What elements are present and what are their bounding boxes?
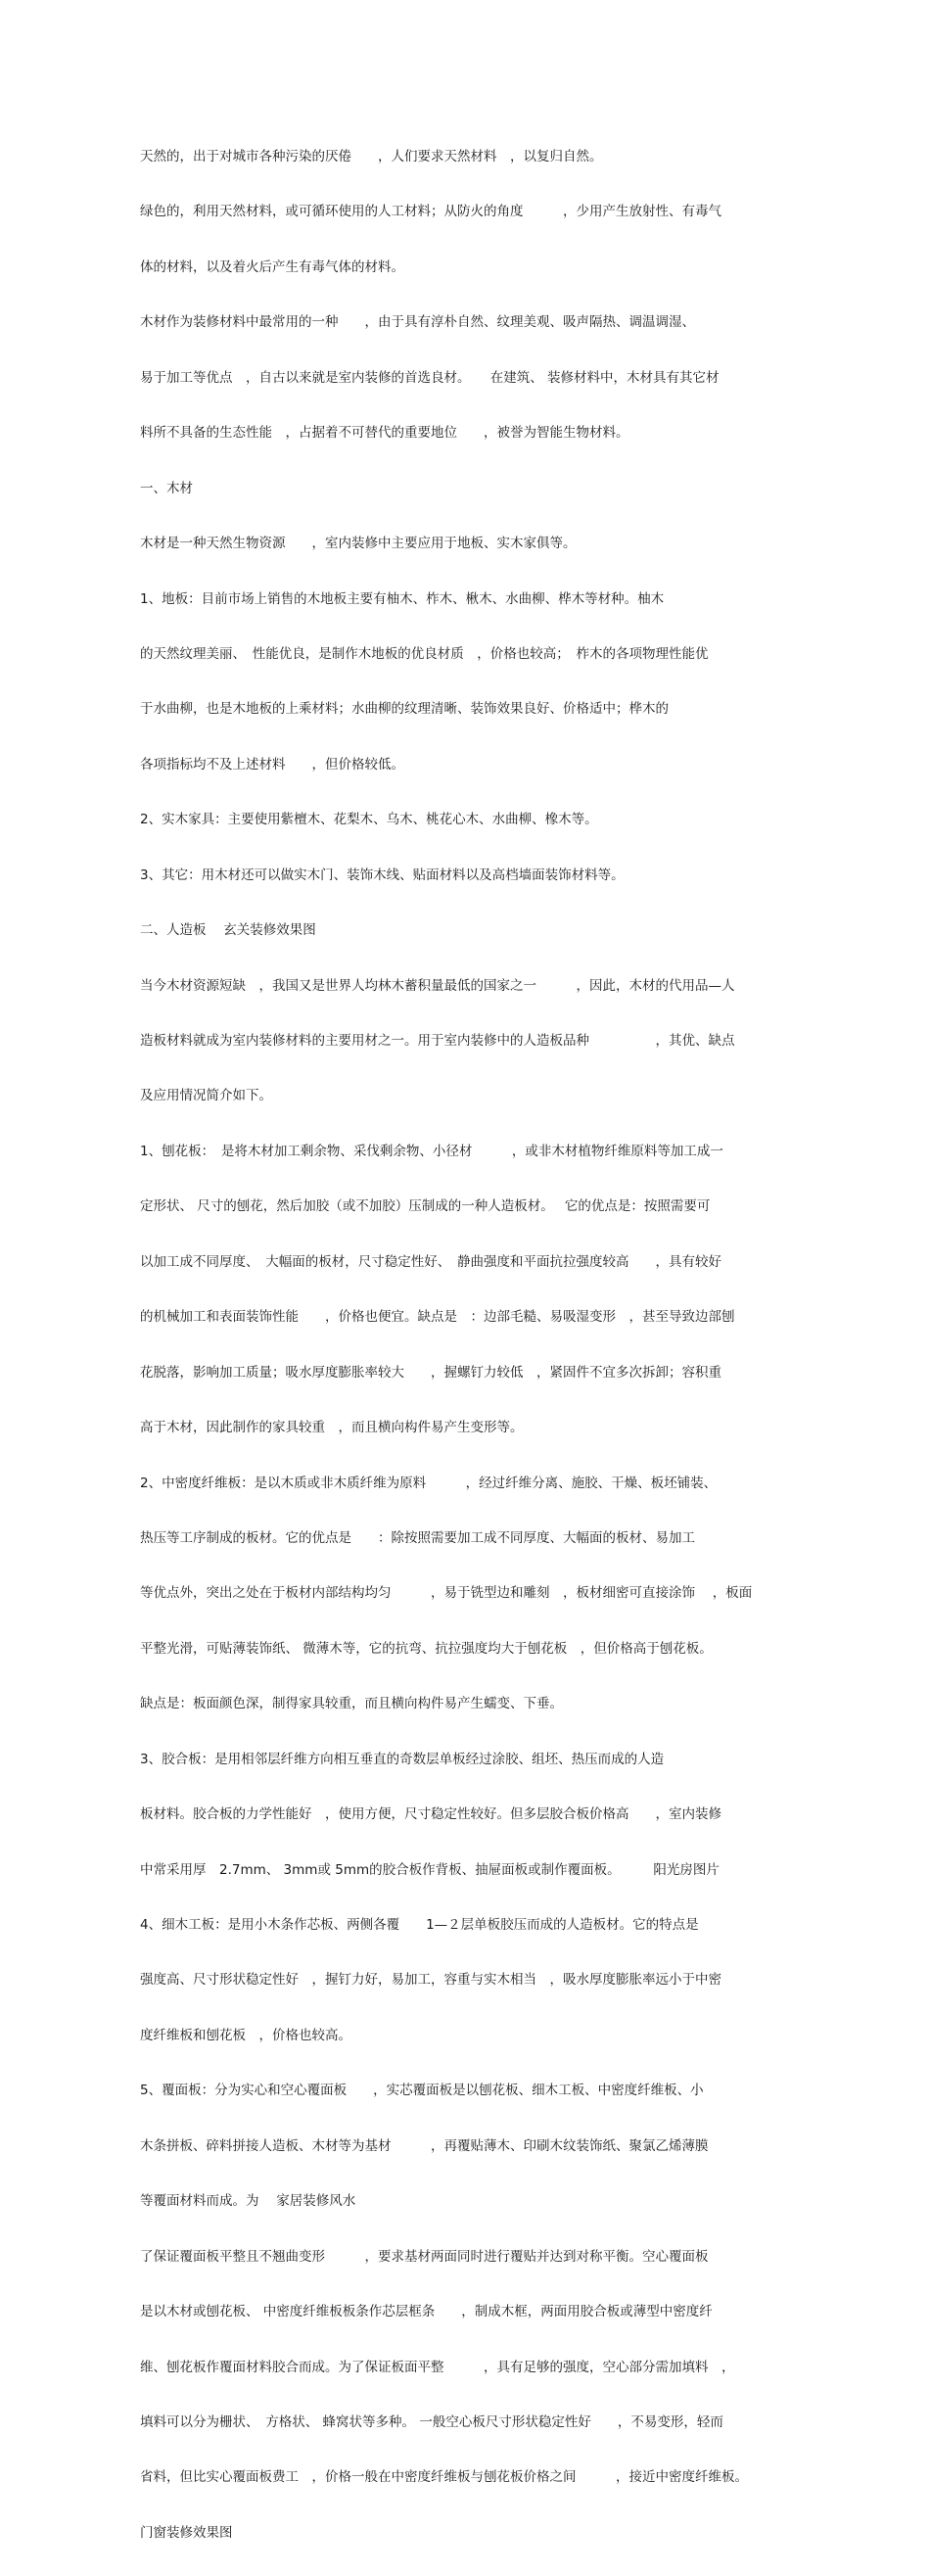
text-line: 2、中密度纤维板：是以木质或非木质纤维为原料 ，经过纤维分离、施胶、干燥、板坯铺装、 bbox=[140, 1475, 718, 1491]
text-line: 缺点是：板面颜色深，制得家具较重，而且横向构件易产生蠕变、下垂。 bbox=[140, 1696, 563, 1712]
text-line: 等优点外，突出之处在于板材内部结构均匀 ，易于铣型边和雕刻 ，板材细密可直接涂饰 ，板面 bbox=[140, 1585, 753, 1602]
text-line: 于水曲柳，也是木地板的上乘材料；水曲柳的纹理清晰、装饰效果良好、价格适中；桦木的 bbox=[140, 701, 669, 718]
document-body bbox=[140, 114, 796, 2576]
text-line: 体的材料，以及着火后产生有毒气体的材料。 bbox=[140, 258, 404, 275]
text-line: 以加工成不同厚度、 大幅面的板材，尺寸稳定性好、 静曲强度和平面抗拉强度较高 ，具有较好 bbox=[140, 1253, 721, 1270]
text-line: 板材料。胶合板的力学性能好 ，使用方便，尺寸稳定性较好。但多层胶合板价格高 ，室内装修 bbox=[140, 1806, 721, 1823]
text-line: 3、胶合板：是用相邻层纤维方向相互垂直的奇数层单板经过涂胶、组坯、热压而成的人造 bbox=[140, 1751, 665, 1767]
text-line: 了保证覆面板平整且不翘曲变形 ，要求基材两面同时进行覆贴并达到对称平衡。空心覆面板 bbox=[140, 2248, 709, 2265]
text-line: 维、刨花板作覆面材料胶合而成。为了保证板面平整 ，具有足够的强度，空心部分需加填料 ， bbox=[140, 2359, 735, 2375]
text-line: 门窗装修效果图 bbox=[140, 2524, 233, 2541]
text-line: 定形状、 尺寸的刨花，然后加胶（或不加胶）压制成的一种人造板材。 它的优点是：按照需要可 bbox=[140, 1198, 711, 1215]
text-line: 的天然纹理美丽、 性能优良，是制作木地板的优良材质 ，价格也较高； 柞木的各项物理性能优 bbox=[140, 645, 709, 662]
text-line: 及应用情况简介如下。 bbox=[140, 1088, 272, 1104]
text-line: 4、细木工板：是用小木条作芯板、两侧各覆 1—２层单板胶压而成的人造板材。它的特点是 bbox=[140, 1917, 699, 1933]
text-line: 木材作为装修材料中最常用的一种 ，由于具有淳朴自然、纹理美观、吸声隔热、调温调湿、 bbox=[140, 314, 695, 331]
text-line: 绿色的，利用天然材料，或可循环使用的人工材料；从防火的角度 ，少用产生放射性、有毒气 bbox=[140, 204, 721, 220]
text-line: 平整光滑，可贴薄装饰纸、 微薄木等，它的抗弯、抗拉强度均大于刨花板 ，但价格高于刨花板。 bbox=[140, 1640, 713, 1657]
text-line: 各项指标均不及上述材料 ，但价格较低。 bbox=[140, 756, 404, 773]
text-line: 2、实木家具：主要使用紫檀木、花梨木、乌木、桃花心木、水曲柳、橡木等。 bbox=[140, 812, 598, 828]
text-line: 中常采用厚 2.7mm、 3mm或 5mm的胶合板作背板、抽屉面板或制作覆面板。 阳光房图片 bbox=[140, 1861, 720, 1878]
section-heading: 一、木材 bbox=[140, 480, 193, 496]
text-line: 造板材料就成为室内装修材料的主要用材之一。用于室内装修中的人造板品种 ，其优、缺点 bbox=[140, 1033, 735, 1049]
text-line: 强度高、尺寸形状稳定性好 ，握钉力好，易加工，容重与实木相当 ，吸水厚度膨胀率远小于中密 bbox=[140, 1972, 721, 1989]
text-line: 是以木材或刨花板、 中密度纤维板板条作芯层框条 ，制成木框，两面用胶合板或薄型中密度纤 bbox=[140, 2304, 713, 2320]
text-line: 料所不具备的生态性能 ，占据着不可替代的重要地位 ，被誉为智能生物材料。 bbox=[140, 425, 629, 442]
text-line: 木条拼板、碎料拼接人造板、木材等为基材 ，再覆贴薄木、印刷木纹装饰纸、聚氯乙烯薄膜 bbox=[140, 2137, 709, 2154]
text-line: 等覆面材料而成。为 家居装修风水 bbox=[140, 2193, 356, 2210]
text-line: 度纤维板和刨花板 ，价格也较高。 bbox=[140, 2027, 351, 2043]
text-line: 高于木材，因此制作的家具较重 ，而且横向构件易产生变形等。 bbox=[140, 1420, 524, 1436]
text-line: 省料，但比实心覆面板费工 ，价格一般在中密度纤维板与刨花板价格之间 ，接近中密度纤维板。 bbox=[140, 2469, 748, 2486]
text-line: 当今木材资源短缺 ，我国又是世界人均林木蓄积量最低的国家之一 ，因此，木材的代用品—人 bbox=[140, 977, 735, 994]
text-line: 1、刨花板： 是将木材加工剩余物、采伐剩余物、小径材 ，或非木材植物纤维原料等加工成一 bbox=[140, 1143, 723, 1159]
text-line: 热压等工序制成的板材。它的优点是 ：除按照需要加工成不同厚度、大幅面的板材、易加工 bbox=[140, 1529, 695, 1546]
text-line: 花脱落，影响加工质量；吸水厚度膨胀率较大 ，握螺钉力较低 ，紧固件不宜多次拆卸；容积重 bbox=[140, 1364, 721, 1381]
text-line: 的机械加工和表面装饰性能 ，价格也便宜。缺点是 ：边部毛糙、易吸湿变形 ，甚至导致边部刨 bbox=[140, 1309, 735, 1326]
text-line: 木材是一种天然生物资源 ，室内装修中主要应用于地板、实木家俱等。 bbox=[140, 536, 577, 552]
section-heading: 二、人造板 玄关装修效果图 bbox=[140, 922, 316, 939]
text-line: 5、覆面板：分为实心和空心覆面板 ，实芯覆面板是以刨花板、细木工板、中密度纤维板、小 bbox=[140, 2083, 704, 2099]
text-line: 天然的，出于对城市各种污染的厌倦 ，人们要求天然材料 ，以复归自然。 bbox=[140, 149, 603, 164]
text-line: 填料可以分为栅状、 方格状、 蜂窝状等多种。 一般空心板尺寸形状稳定性好 ，不易变形，轻而 bbox=[140, 2413, 723, 2430]
text-line: 易于加工等优点 ，自古以来就是室内装修的首选良材。 在建筑、 装修材料中，木材具有其它材 bbox=[140, 369, 720, 386]
text-line: 1、地板：目前市场上销售的木地板主要有柚木、柞木、楸木、水曲柳、桦木等材种。柚木 bbox=[140, 590, 665, 607]
text-line: 3、其它：用木材还可以做实木门、装饰木线、贴面材料以及高档墙面装饰材料等。 bbox=[140, 866, 625, 883]
